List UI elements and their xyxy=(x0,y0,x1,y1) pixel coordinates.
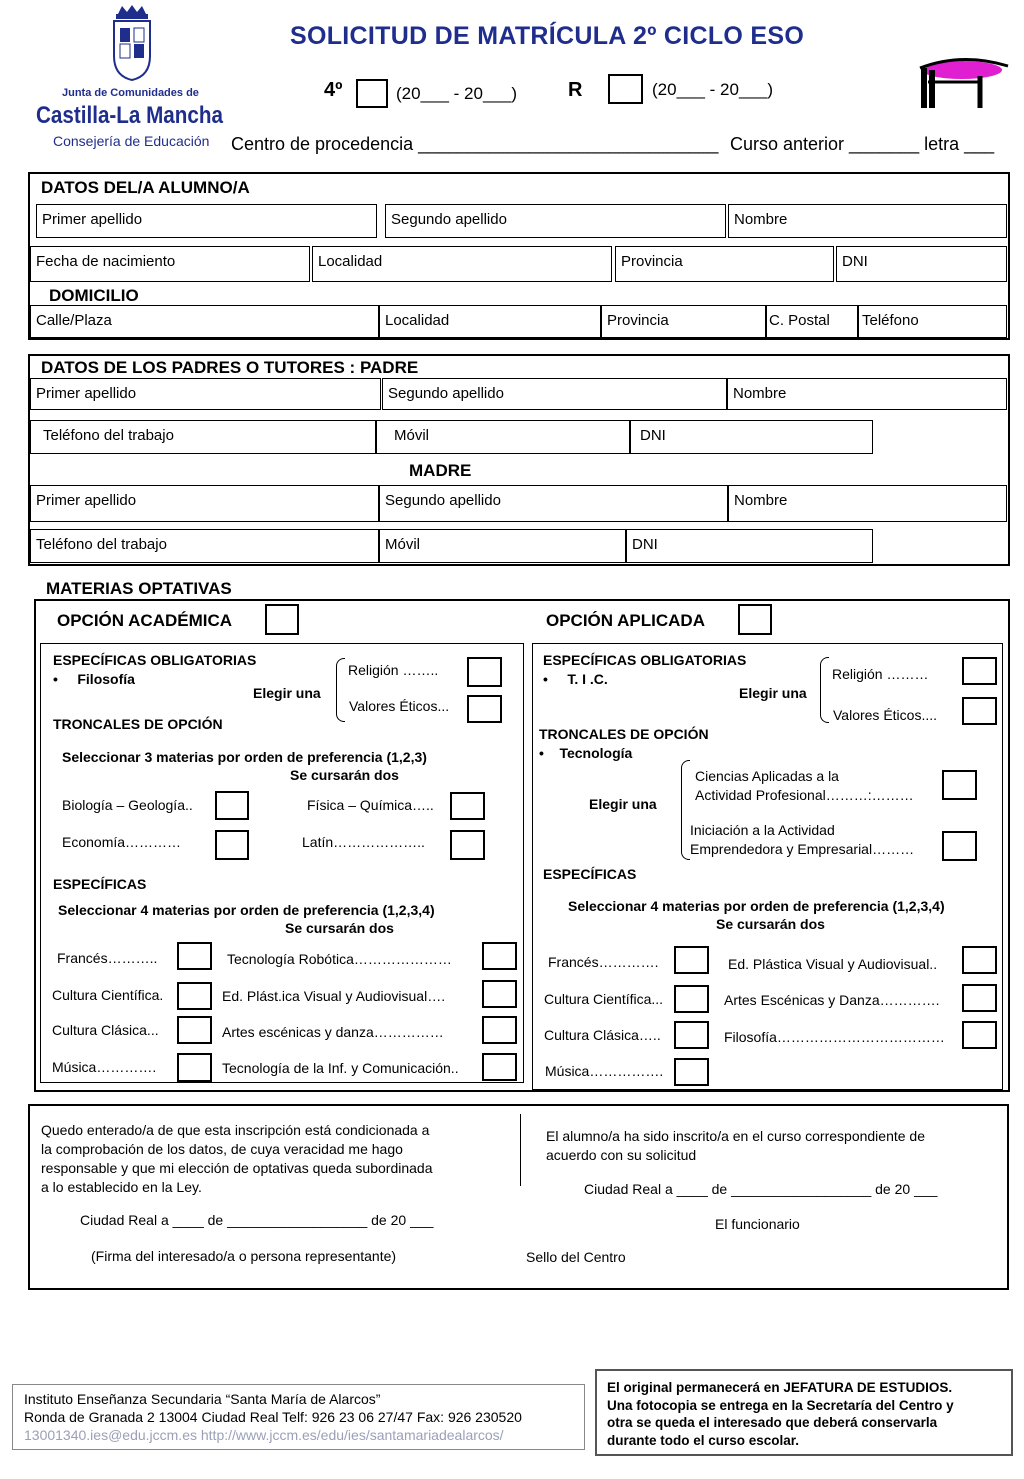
applied-specific-science-culture-checkbox[interactable] xyxy=(674,985,709,1013)
academic-mandatory-item: • Filosofía xyxy=(53,671,135,687)
academic-specific-science-culture: Cultura Científica. xyxy=(52,987,164,1003)
note-line-1: El original permanecerá en JEFATURA DE ESTUDIOS. xyxy=(607,1380,953,1395)
applied-ethics-checkbox[interactable] xyxy=(962,697,997,725)
applied-specific-french: Francés…………. xyxy=(548,954,659,970)
student-birth-date[interactable]: Fecha de nacimiento xyxy=(30,246,310,282)
applied-ethics-label: Valores Éticos.... xyxy=(833,707,938,723)
academic-specific-robotics: Tecnología Robótica………………… xyxy=(227,951,452,967)
student-first-surname[interactable]: Primer apellido xyxy=(36,204,377,238)
father-dni[interactable]: DNI xyxy=(630,420,873,454)
confirmation-line-2: acuerdo con su solicitud xyxy=(546,1147,697,1163)
course-4-years: (20___ - 20___) xyxy=(396,84,517,103)
academic-troncal-latin: Latín……………….. xyxy=(302,834,425,850)
academic-troncales-heading: TRONCALES DE OPCIÓN xyxy=(53,716,223,732)
mother-name[interactable]: Nombre xyxy=(728,485,1007,522)
applied-specific-science-culture: Cultura Científica... xyxy=(544,991,664,1007)
applied-troncal-item: • Tecnología xyxy=(539,745,633,761)
course-4-label: 4º xyxy=(324,79,343,101)
academic-specific-mandatory: ESPECÍFICAS OBLIGATORIAS xyxy=(53,652,257,668)
applied-applied-sciences-1: Ciencias Aplicadas a la xyxy=(695,768,839,784)
applied-specific-mandatory: ESPECÍFICAS OBLIGATORIAS xyxy=(543,652,747,668)
applied-mandatory-item-label: T. I .C. xyxy=(567,671,608,687)
applied-specific-philosophy: Filosofía……………………………… xyxy=(724,1029,945,1045)
applied-choose-one-2: Elegir una xyxy=(589,796,657,812)
academic-specific-visual-arts-checkbox[interactable] xyxy=(482,980,517,1008)
academic-especificas-heading: ESPECÍFICAS xyxy=(53,876,147,892)
mother-work-phone[interactable]: Teléfono del trabajo xyxy=(30,529,379,563)
academic-specific-science-culture-checkbox[interactable] xyxy=(177,982,212,1010)
applied-applied-sciences-2: Actividad Profesional………:……… xyxy=(695,787,914,803)
applied-specific-classics: Cultura Clásica….. xyxy=(544,1027,661,1043)
repeat-label: R xyxy=(568,79,583,101)
academic-ethics-label: Valores Éticos... xyxy=(349,698,450,714)
academic-specific-ict-checkbox[interactable] xyxy=(482,1053,517,1081)
academic-troncal-biology: Biología – Geología.. xyxy=(62,797,193,813)
academic-ethics-checkbox[interactable] xyxy=(467,695,502,723)
institute-address: Ronda de Granada 2 13004 Ciudad Real Telf: 926 23 06 27/47 Fax: 926 230520 xyxy=(24,1409,522,1425)
applied-choose-brace xyxy=(820,657,829,723)
consent-text xyxy=(41,1121,433,1197)
logo-junta-line2: Castilla-La Mancha xyxy=(36,102,223,129)
official-date-field[interactable]: Ciudad Real a ____ de __________________ de 20 ___ xyxy=(584,1181,938,1197)
origin-school-field[interactable]: Centro de procedencia ______________________________ xyxy=(231,134,719,154)
applied-specific-music-checkbox[interactable] xyxy=(674,1058,709,1086)
applied-entrepreneurship-2: Emprendedora y Empresarial……… xyxy=(690,841,915,857)
academic-specific-music: Música…………. xyxy=(52,1059,157,1075)
applicant-date-field[interactable]: Ciudad Real a ____ de __________________ de 20 ___ xyxy=(80,1212,434,1228)
applied-applied-sciences-checkbox[interactable] xyxy=(942,770,977,800)
academic-option-title: OPCIÓN ACADÉMICA xyxy=(57,611,233,630)
academic-troncal-physics: Física – Química….. xyxy=(307,797,434,813)
applied-select4-instruction: Seleccionar 4 materias por orden de preferencia (1,2,3,4) xyxy=(568,898,945,914)
applied-entrepreneurship-1: Iniciación a la Actividad xyxy=(690,822,835,838)
repeat-years: (20___ - 20___) xyxy=(652,80,773,99)
mother-heading: MADRE xyxy=(409,461,472,480)
academic-choose-brace xyxy=(336,658,345,722)
academic-religion-label: Religión …….. xyxy=(348,662,439,678)
institute-web[interactable]: 13001340.ies@edu.jccm.es http://www.jccm.es/edu/ies/santamariadealarcos/ xyxy=(24,1427,504,1443)
applied-choose-one: Elegir una xyxy=(739,685,807,701)
father-mobile[interactable]: Móvil xyxy=(376,420,630,454)
signature-divider xyxy=(520,1114,521,1186)
academic-select4-instruction: Seleccionar 4 materias por orden de preferencia (1,2,3,4) xyxy=(58,902,435,918)
student-dni[interactable]: DNI xyxy=(836,246,1007,282)
applied-especificas-heading: ESPECÍFICAS xyxy=(543,866,637,882)
applied-mandatory-item: • T. I .C. xyxy=(543,671,608,687)
consent-line-3: responsable y que mi elección de optativas queda subordinada xyxy=(41,1160,433,1176)
address-street[interactable]: Calle/Plaza xyxy=(30,305,379,338)
applicant-signature-label: (Firma del interesado/a o persona representante) xyxy=(91,1248,397,1264)
official-signature-label: El funcionario xyxy=(715,1216,800,1232)
parents-heading: DATOS DE LOS PADRES O TUTORES : PADRE xyxy=(41,358,419,377)
applied-specific-performing-arts-checkbox[interactable] xyxy=(962,984,997,1012)
academic-option-box xyxy=(40,643,524,1083)
academic-specific-performing-arts: Artes escénicas y danza…………… xyxy=(222,1024,444,1040)
course-4-checkbox[interactable] xyxy=(356,79,388,108)
academic-specific-french-checkbox[interactable] xyxy=(177,942,212,970)
applied-specific-performing-arts: Artes Escénicas y Danza…………. xyxy=(724,992,940,1008)
father-second-surname[interactable]: Segundo apellido xyxy=(382,378,727,410)
academic-troncal-latin-checkbox[interactable] xyxy=(450,830,485,860)
applied-religion-label: Religión ……… xyxy=(832,666,929,682)
applied-specific-philosophy-checkbox[interactable] xyxy=(962,1021,997,1049)
academic-two-taken-2: Se cursarán dos xyxy=(285,920,394,936)
applied-specific-classics-checkbox[interactable] xyxy=(674,1021,709,1049)
confirmation-line-1: El alumno/a ha sido inscrito/a en el curso correspondiente de xyxy=(546,1128,925,1144)
coat-of-arms-logo xyxy=(108,4,156,82)
academic-specific-ict: Tecnología de la Inf. y Comunicación.. xyxy=(222,1060,459,1076)
academic-troncal-biology-checkbox[interactable] xyxy=(215,791,249,820)
repeat-checkbox[interactable] xyxy=(608,74,643,104)
consejeria-label: Consejería de Educación xyxy=(53,133,210,149)
applied-troncal-brace xyxy=(681,760,690,860)
academic-troncal-economy-checkbox[interactable] xyxy=(215,830,249,860)
applied-option-title: OPCIÓN APLICADA xyxy=(546,611,705,630)
academic-specific-french: Francés……….. xyxy=(57,950,158,966)
school-stamp-label: Sello del Centro xyxy=(526,1249,626,1265)
address-province[interactable]: Provincia xyxy=(601,305,766,338)
original-copy-note xyxy=(607,1379,954,1449)
note-line-3: otra se queda el interesado que deberá conservarla xyxy=(607,1415,938,1430)
institute-name: Instituto Enseñanza Secundaria “Santa María de Alarcos” xyxy=(24,1391,381,1407)
student-heading: DATOS DEL/A ALUMNO/A xyxy=(41,178,250,197)
note-line-4: durante todo el curso escolar. xyxy=(607,1432,800,1448)
school-logo xyxy=(916,52,1012,112)
applied-option-checkbox[interactable] xyxy=(738,604,772,635)
mother-first-surname[interactable]: Primer apellido xyxy=(30,485,379,522)
applied-specific-french-checkbox[interactable] xyxy=(674,946,709,974)
academic-choose-one: Elegir una xyxy=(253,685,321,701)
consent-line-4: a lo establecido en la Ley. xyxy=(41,1179,202,1195)
address-postal-code[interactable]: C. Postal xyxy=(766,305,858,338)
applied-specific-visual-arts: Ed. Plástica Visual y Audiovisual.. xyxy=(728,956,938,972)
applied-entrepreneurship-checkbox[interactable] xyxy=(942,831,977,861)
academic-mandatory-item-label: Filosofía xyxy=(77,671,135,687)
academic-specific-performing-arts-checkbox[interactable] xyxy=(482,1016,517,1044)
student-birth-town[interactable]: Localidad xyxy=(312,246,612,282)
student-second-surname[interactable]: Segundo apellido xyxy=(385,204,726,238)
father-work-phone[interactable]: Teléfono del trabajo xyxy=(30,420,376,454)
applied-specific-visual-arts-checkbox[interactable] xyxy=(962,946,997,974)
father-name[interactable]: Nombre xyxy=(727,378,1007,410)
academic-specific-music-checkbox[interactable] xyxy=(177,1053,212,1082)
electives-heading: MATERIAS OPTATIVAS xyxy=(46,579,232,598)
applied-troncal-item-label: Tecnología xyxy=(559,745,633,761)
academic-religion-checkbox[interactable] xyxy=(467,657,502,687)
academic-troncal-physics-checkbox[interactable] xyxy=(450,792,485,820)
address-heading: DOMICILIO xyxy=(49,286,139,305)
mother-dni[interactable]: DNI xyxy=(626,529,873,563)
father-first-surname[interactable]: Primer apellido xyxy=(30,378,381,410)
note-line-2: Una fotocopia se entrega en la Secretaría del Centro y xyxy=(607,1397,954,1413)
applied-two-taken: Se cursarán dos xyxy=(716,916,825,932)
mother-second-surname[interactable]: Segundo apellido xyxy=(379,485,728,522)
academic-specific-visual-arts: Ed. Plást.ica Visual y Audiovisual…. xyxy=(222,988,446,1004)
academic-specific-robotics-checkbox[interactable] xyxy=(482,942,517,970)
academic-option-checkbox[interactable] xyxy=(265,604,299,635)
academic-troncal-economy: Economía………… xyxy=(62,834,182,850)
academic-two-taken-1: Se cursarán dos xyxy=(290,767,399,783)
applied-religion-checkbox[interactable] xyxy=(962,657,997,685)
enrollment-confirmation-text xyxy=(546,1127,925,1165)
page-title: SOLICITUD DE MATRÍCULA 2º CICLO ESO xyxy=(290,22,805,50)
student-birth-province[interactable]: Provincia xyxy=(615,246,834,282)
student-name[interactable]: Nombre xyxy=(728,204,1007,238)
consent-line-1: Quedo enterado/a de que esta inscripción está condicionada a xyxy=(41,1122,430,1138)
address-phone[interactable]: Teléfono xyxy=(858,305,1007,338)
applied-specific-music: Música……………. xyxy=(545,1063,664,1079)
academic-specific-classics: Cultura Clásica... xyxy=(52,1022,159,1038)
logo-junta-line1: Junta de Comunidades de xyxy=(62,87,199,99)
applied-troncales-heading: TRONCALES DE OPCIÓN xyxy=(539,726,709,742)
address-town[interactable]: Localidad xyxy=(379,305,601,338)
academic-specific-classics-checkbox[interactable] xyxy=(177,1016,212,1044)
previous-course-field[interactable]: Curso anterior _______ letra ___ xyxy=(730,134,995,154)
mother-mobile[interactable]: Móvil xyxy=(379,529,626,563)
consent-line-2: la comprobación de los datos, de cuya veracidad me hago xyxy=(41,1141,403,1157)
academic-select3-instruction: Seleccionar 3 materias por orden de preferencia (1,2,3) xyxy=(62,749,427,765)
